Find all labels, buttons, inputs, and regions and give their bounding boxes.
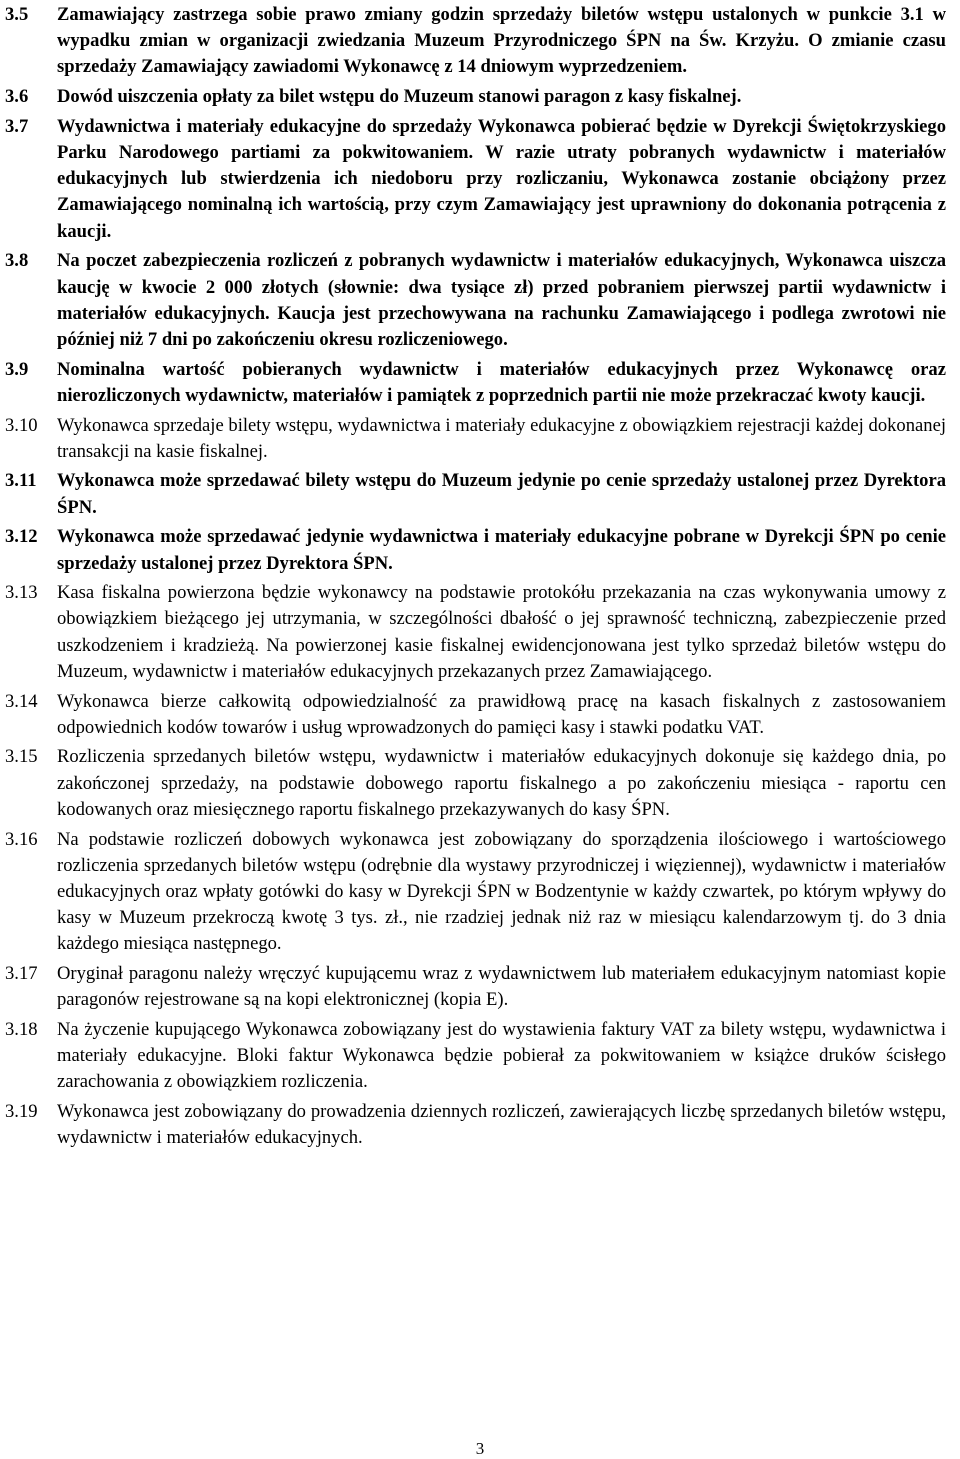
- section-text: Wykonawca sprzedaje bilety wstępu, wydawnictwa i materiały edukacyjne z obowiązkiem rejestracji każdej dokonanej transakcji na kasie fiskalnej.: [57, 414, 946, 462]
- section-3-14: [5, 689, 946, 741]
- section-text: Nominalna wartość pobieranych wydawnictw i materiałów edukacyjnych przez Wykonawcę oraz nierozliczonych wydawnictw, materiałów i pamiątek z poprzednich partii nie może przekraczać kwoty kaucji.: [57, 358, 946, 406]
- section-3-6: [5, 84, 946, 110]
- section-number: 3.7: [5, 115, 29, 137]
- section-3-7: [5, 114, 946, 245]
- section-text: Oryginał paragonu należy wręczyć kupującemu wraz z wydawnictwem lub materiałem edukacyjnym natomiast kopie paragonów rejestrowane są na kopi elektronicznej (kopia E).: [57, 963, 946, 1011]
- section-text: Zamawiający zastrzega sobie prawo zmiany godzin sprzedaży biletów wstępu ustalonych w punkcie 3.1 w wypadku zmian w organizacji zwiedzania Muzeum Przyrodniczego ŚPN na Św. Krzyżu. O zmianie czasu sprzedaży Zamawiający zawiadomi Wykonawcę z 14 dniowym wyprzedzeniem.: [57, 4, 946, 78]
- section-number: 3.11: [5, 470, 37, 492]
- section-text: Wykonawca bierze całkowitą odpowiedzialność za prawidłową pracę na kasach fiskalnych z zastosowaniem odpowiednich kodów towarów i usług wprowadzonych do pamięci kasy i stawki podatku VAT.: [57, 690, 946, 738]
- section-number: 3.5: [5, 4, 29, 25]
- section-3-15: [5, 744, 946, 823]
- section-3-10: [5, 413, 946, 465]
- section-3-5: [5, 2, 946, 81]
- section-number: 3.12: [5, 526, 38, 548]
- section-number: 3.14: [5, 690, 38, 712]
- section-text: Kasa fiskalna powierzona będzie wykonawcy na podstawie protokółu przekazania na czas wykonywania umowy z obowiązkiem bieżącego jej utrzymania, w szczególności dbałość o jej sprawność techniczną, zabezpieczenie przed uszkodzeniem i kradzieżą. Na powierzonej kasie fiskalnej ewidencjonowana jest tylko sprzedaż biletów wstępu do Muzeum, wydawnictw i materiałów edukacyjnych przekazanych przez Zamawiającego.: [57, 582, 946, 682]
- section-text: Wykonawca może sprzedawać bilety wstępu do Muzeum jedynie po cenie sprzedaży ustalonej przez Dyrektora ŚPN.: [57, 470, 946, 518]
- page-number: 3: [475, 1439, 485, 1458]
- section-text: Na podstawie rozliczeń dobowych wykonawca jest zobowiązany do sporządzenia ilościowego i wartościowego rozliczenia sprzedanych biletów wstępu (odrębnie dla wystawy przyrodniczej i więziennej), wydawnictw i materiałów edukacyjnych oraz wpłaty gotówki do kasy w Dyrekcji ŚPN w Bodzentynie w każdy czwartek, po którym wpływy do kasy w Muzeum przekroczą kwotę 3 tys. zł., nie rzadziej jednak niż raz w miesiącu kalendarzowym tj. do 3 dnia każdego miesiąca następnego.: [57, 828, 946, 955]
- section-text: Rozliczenia sprzedanych biletów wstępu, wydawnictw i materiałów edukacyjnych dokonuje się każdego dnia, po zakończonej sprzedaży, na podstawie dobowego raportu fiskalnego a po zakończeniu miesiąca - raportu cen kodowanych oraz miesięcznego raportu fiskalnego przekazywanych do kasy ŚPN.: [57, 746, 946, 820]
- section-number: 3.15: [5, 746, 38, 768]
- section-number: 3.9: [5, 358, 29, 380]
- section-3-9: [5, 357, 946, 409]
- section-3-18: [5, 1017, 946, 1096]
- section-number: 3.19: [5, 1101, 38, 1123]
- section-number: 3.6: [5, 86, 29, 108]
- section-number: 3.10: [5, 414, 38, 436]
- section-3-19: [5, 1099, 946, 1151]
- section-text: Na poczet zabezpieczenia rozliczeń z pobranych wydawnictw i materiałów edukacyjnych, Wykonawca uiszcza kaucję w kwocie 2 000 złotych (słownie: dwa tysiące zł) przed pobraniem pierwszej partii wydawnictw i materiałów edukacyjnych. Kaucja jest przechowywana na rachunku Zamawiającego i podlega zwrotowi nie później niż 7 dni po zakończeniu okresu rozliczeniowego.: [57, 250, 946, 350]
- section-text: Na życzenie kupującego Wykonawca zobowiązany jest do wystawienia faktury VAT za bilety wstępu, wydawnictwa i materiały edukacyjne. Bloki faktur Wykonawca będzie pobierał za pokwitowaniem w książce druków ścisłego zarachowania z obowiązkiem rozliczenia.: [57, 1019, 946, 1093]
- section-number: 3.18: [5, 1019, 38, 1041]
- section-number: 3.13: [5, 582, 38, 604]
- section-number: 3.17: [5, 963, 38, 985]
- section-text: Wykonawca jest zobowiązany do prowadzenia dziennych rozliczeń, zawierających liczbę sprzedanych biletów wstępu, wydawnictw i materiałów edukacyjnych.: [57, 1101, 946, 1149]
- section-number: 3.16: [5, 828, 38, 850]
- section-text: Wykonawca może sprzedawać jedynie wydawnictwa i materiały edukacyjne pobrane w Dyrekcji ŚPN po cenie sprzedaży ustalonej przez Dyrektora ŚPN.: [57, 526, 946, 574]
- section-3-13: [5, 580, 946, 685]
- section-3-8: [5, 248, 946, 353]
- section-number: 3.8: [5, 250, 29, 272]
- section-3-17: [5, 961, 946, 1013]
- section-3-16: [5, 827, 946, 958]
- section-3-12: [5, 524, 946, 576]
- section-3-11: [5, 468, 946, 520]
- section-text: Dowód uiszczenia opłaty za bilet wstępu do Muzeum stanowi paragon z kasy fiskalnej.: [57, 86, 742, 108]
- section-text: Wydawnictwa i materiały edukacyjne do sprzedaży Wykonawca pobierać będzie w Dyrekcji Świętokrzyskiego Parku Narodowego partiami za pokwitowaniem. W razie utraty pobranych wydawnictw i materiałów edukacyjnych lub stwierdzenia ich niedoboru przy rozliczaniu, Wykonawca zostanie obciążony przez Zamawiającego nominalną ich wartością, przy czym Zamawiający jest uprawniony do dokonania potrącenia z kaucji.: [57, 115, 946, 242]
